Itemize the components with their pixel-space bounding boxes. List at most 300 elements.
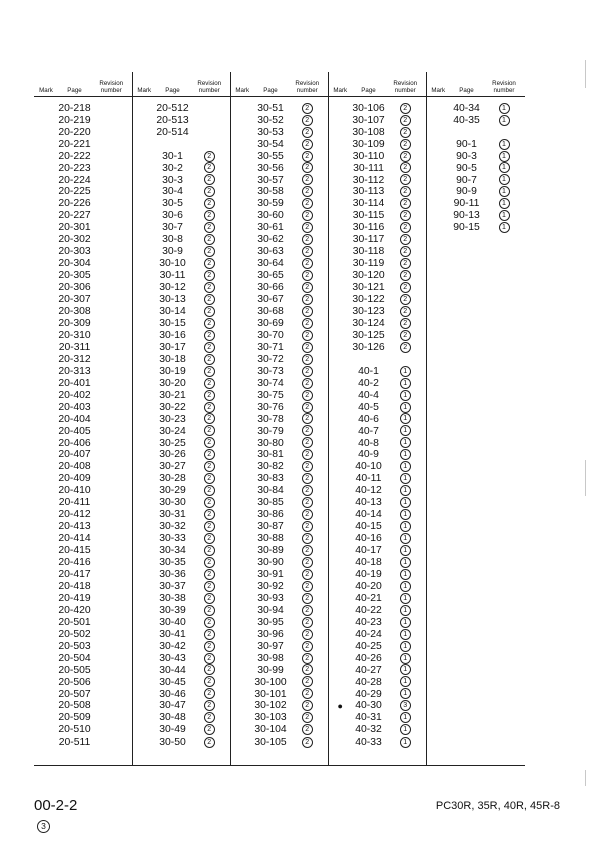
page-cell — [450, 401, 483, 413]
mark-cell — [426, 569, 450, 581]
revision-cell — [385, 389, 426, 401]
revision-number-badge: 2 — [302, 139, 313, 150]
revision-number-badge: 2 — [302, 402, 313, 413]
revision-cell — [483, 341, 525, 353]
revision-number-badge: 1 — [499, 210, 510, 221]
revision-number-badge: 2 — [204, 724, 215, 735]
mark-cell — [132, 652, 156, 664]
page-cell — [450, 664, 483, 676]
page-cell: 30-74 — [257, 377, 284, 389]
mark-cell — [34, 353, 58, 365]
page-cell — [450, 557, 483, 569]
mark-cell — [328, 616, 352, 628]
page-cell: 30-44 — [159, 664, 186, 676]
mark-cell — [426, 580, 450, 592]
revision-cell — [287, 329, 328, 341]
page-cell: 90-1 — [456, 138, 477, 150]
page-cell: 20-514 — [156, 126, 189, 138]
mark-cell — [132, 246, 156, 258]
revision-cell — [189, 437, 230, 449]
page-cell: 40-9 — [358, 449, 379, 461]
revision-cell — [287, 533, 328, 545]
revision-number-badge: 1 — [499, 139, 510, 150]
revision-number-badge: 1 — [400, 497, 411, 508]
revision-number-badge: 1 — [499, 103, 510, 114]
mark-cell — [426, 616, 450, 628]
page-cell: 30-42 — [159, 640, 186, 652]
revision-cell — [483, 545, 525, 557]
revision-number-badge: 1 — [499, 115, 510, 126]
revision-cell — [91, 569, 132, 581]
mark-cell — [132, 700, 156, 712]
revision-number-badge: 1 — [499, 186, 510, 197]
revision-cell — [189, 580, 230, 592]
page-cell: 20-413 — [58, 521, 91, 533]
page-cell: 40-32 — [355, 724, 382, 736]
page-cell: 20-222 — [58, 150, 91, 162]
mark-cell — [426, 282, 450, 294]
revision-cell — [483, 616, 525, 628]
page-cell — [450, 473, 483, 485]
page-cell: 30-33 — [159, 533, 186, 545]
revision-number-badge: 2 — [204, 664, 215, 675]
mark-cell — [230, 473, 254, 485]
revision-cell — [189, 365, 230, 377]
revision-number-badge: 1 — [400, 629, 411, 640]
revision-cell — [189, 736, 230, 766]
revision-cell — [385, 664, 426, 676]
mark-cell — [230, 640, 254, 652]
page-cell: 30-37 — [159, 580, 186, 592]
revision-number-badge: 2 — [204, 258, 215, 269]
table-row — [34, 353, 525, 365]
revision-cell — [287, 425, 328, 437]
mark-cell — [132, 557, 156, 569]
page-cell: 30-73 — [257, 365, 284, 377]
mark-cell — [230, 413, 254, 425]
revision-number-badge: 2 — [204, 378, 215, 389]
table-row — [34, 616, 525, 628]
mark-cell — [230, 569, 254, 581]
mark-cell — [34, 377, 58, 389]
revision-cell — [91, 521, 132, 533]
page-cell: 30-1 — [162, 150, 183, 162]
page-cell: 30-45 — [159, 676, 186, 688]
edge-mark — [585, 770, 586, 786]
page-cell: 40-8 — [358, 437, 379, 449]
revision-cell — [91, 222, 132, 234]
mark-cell — [328, 640, 352, 652]
revision-cell — [91, 628, 132, 640]
page-cell: 30-108 — [352, 126, 385, 138]
page-cell: 20-313 — [58, 365, 91, 377]
page-cell: 30-61 — [257, 222, 284, 234]
page-cell: 30-88 — [257, 533, 284, 545]
revision-number-badge: 2 — [302, 342, 313, 353]
revision-number-badge: 2 — [204, 413, 215, 424]
mark-cell — [328, 652, 352, 664]
page-cell: 20-410 — [58, 485, 91, 497]
revision-cell — [483, 688, 525, 700]
mark-cell — [426, 341, 450, 353]
revision-cell — [287, 652, 328, 664]
page-cell: 30-38 — [159, 592, 186, 604]
revision-cell — [385, 616, 426, 628]
revision-cell — [189, 114, 230, 126]
revision-cell — [91, 258, 132, 270]
mark-cell — [34, 700, 58, 712]
revision-number-badge: 2 — [204, 569, 215, 580]
revision-cell — [483, 258, 525, 270]
revision-cell — [385, 341, 426, 353]
mark-cell — [132, 521, 156, 533]
revision-cell — [385, 306, 426, 318]
revision-number-badge: 2 — [204, 533, 215, 544]
mark-cell — [426, 461, 450, 473]
mark-cell — [426, 676, 450, 688]
page-cell: 40-13 — [355, 497, 382, 509]
revision-number-badge: 1 — [400, 557, 411, 568]
mark-cell — [230, 318, 254, 330]
revision-number-badge: 2 — [302, 461, 313, 472]
table-row — [34, 377, 525, 389]
page-cell: 40-15 — [355, 521, 382, 533]
revision-cell — [287, 306, 328, 318]
page-cell: 30-5 — [162, 198, 183, 210]
revision-cell — [483, 425, 525, 437]
revision-cell — [483, 210, 525, 222]
page-cell: 20-510 — [58, 724, 91, 736]
mark-cell — [328, 449, 352, 461]
page-cell: 30-50 — [156, 736, 189, 766]
mark-cell — [328, 712, 352, 724]
page-cell: 30-94 — [257, 604, 284, 616]
mark-cell — [426, 401, 450, 413]
mark-cell — [34, 712, 58, 724]
revision-cell — [287, 688, 328, 700]
mark-cell — [328, 545, 352, 557]
mark-cell — [328, 329, 352, 341]
revision-number-badge: 1 — [400, 425, 411, 436]
mark-cell — [328, 401, 352, 413]
revision-cell — [483, 270, 525, 282]
table-row — [34, 210, 525, 222]
revision-number-badge: 2 — [204, 449, 215, 460]
revision-cell — [189, 377, 230, 389]
revision-number-badge: 2 — [204, 402, 215, 413]
page-cell: 30-107 — [352, 114, 385, 126]
revision-cell — [287, 318, 328, 330]
revision-cell — [189, 640, 230, 652]
mark-cell — [132, 365, 156, 377]
mark-cell — [230, 294, 254, 306]
mark-cell — [132, 389, 156, 401]
mark-cell — [230, 162, 254, 174]
page-cell: 20-310 — [58, 329, 91, 341]
page-cell: 30-105 — [254, 736, 287, 766]
page-cell: 40-10 — [355, 461, 382, 473]
mark-cell — [426, 592, 450, 604]
page-cell: 30-39 — [159, 604, 186, 616]
revision-number-badge: 2 — [400, 342, 411, 353]
page-cell — [450, 604, 483, 616]
mark-cell — [132, 509, 156, 521]
revision-cell — [483, 712, 525, 724]
mark-cell — [132, 114, 156, 126]
revision-cell — [483, 664, 525, 676]
page-cell — [450, 652, 483, 664]
mark-cell — [230, 389, 254, 401]
revision-number-badge: 2 — [302, 449, 313, 460]
revision-cell — [287, 126, 328, 138]
revision-cell — [189, 306, 230, 318]
page-cell: 30-26 — [159, 449, 186, 461]
revision-cell — [287, 97, 328, 115]
page-cell: 40-6 — [358, 413, 379, 425]
mark-cell — [132, 353, 156, 365]
revision-number-badge: 2 — [302, 378, 313, 389]
revision-cell — [91, 365, 132, 377]
revision-number-badge: 1 — [400, 521, 411, 532]
revision-number-badge: 2 — [302, 103, 313, 114]
revision-number-badge: 2 — [302, 545, 313, 556]
revision-cell — [385, 150, 426, 162]
mark-cell — [328, 437, 352, 449]
revision-cell — [385, 413, 426, 425]
page-cell — [450, 425, 483, 437]
page-cell — [450, 306, 483, 318]
revision-number-badge: 1 — [400, 533, 411, 544]
revision-cell — [483, 533, 525, 545]
mark-cell — [34, 270, 58, 282]
revision-cell — [91, 97, 132, 115]
revision-number-badge: 2 — [302, 509, 313, 520]
mark-cell — [426, 521, 450, 533]
revision-circle: 3 — [37, 820, 50, 833]
revision-cell — [91, 724, 132, 736]
document-revision-badge — [37, 818, 50, 836]
revision-cell — [91, 580, 132, 592]
table-row — [34, 97, 525, 115]
revision-number-badge: 2 — [302, 688, 313, 699]
mark-cell — [34, 234, 58, 246]
mark-cell — [426, 365, 450, 377]
revision-cell — [483, 580, 525, 592]
revision-number-badge: 1 — [400, 737, 411, 748]
revision-number-badge: 2 — [400, 306, 411, 317]
revision-cell — [385, 521, 426, 533]
page-cell: 20-405 — [58, 425, 91, 437]
revision-cell — [483, 449, 525, 461]
revision-cell — [385, 724, 426, 736]
page-cell: 40-27 — [355, 664, 382, 676]
mark-cell — [426, 150, 450, 162]
page-cell: 40-4 — [358, 389, 379, 401]
mark-cell — [34, 114, 58, 126]
mark-cell — [230, 688, 254, 700]
page-cell: 30-34 — [159, 545, 186, 557]
revision-cell — [483, 329, 525, 341]
revision-cell — [483, 353, 525, 365]
revision-number-badge: 2 — [302, 641, 313, 652]
revision-cell — [483, 150, 525, 162]
page-cell: 40-16 — [355, 533, 382, 545]
table-row — [34, 604, 525, 616]
mark-cell — [34, 294, 58, 306]
mark-cell — [132, 676, 156, 688]
page-cell: 20-507 — [58, 688, 91, 700]
revision-cell — [385, 270, 426, 282]
revision-number-badge: 2 — [204, 641, 215, 652]
page-cell: 90-3 — [456, 150, 477, 162]
revision-cell — [287, 282, 328, 294]
page-cell — [450, 270, 483, 282]
mark-cell — [328, 138, 352, 150]
page-cell: 30-121 — [352, 282, 385, 294]
revision-cell — [189, 724, 230, 736]
mark-cell — [230, 664, 254, 676]
revision-number-badge: 2 — [400, 222, 411, 233]
revision-cell — [483, 126, 525, 138]
page-cell: 20-303 — [58, 246, 91, 258]
table-row — [34, 341, 525, 353]
revision-number-badge: 2 — [400, 258, 411, 269]
table-row — [34, 580, 525, 592]
mark-cell — [328, 664, 352, 676]
revision-cell — [287, 736, 328, 766]
revision-cell — [483, 186, 525, 198]
page-cell — [450, 449, 483, 461]
revision-cell — [385, 353, 426, 365]
mark-cell — [328, 306, 352, 318]
revision-cell — [385, 557, 426, 569]
mark-cell — [328, 377, 352, 389]
mark-cell — [328, 198, 352, 210]
mark-header: Mark — [34, 72, 58, 97]
revision-cell — [91, 389, 132, 401]
revision-cell — [189, 294, 230, 306]
page-cell: 30-92 — [257, 580, 284, 592]
page-cell: 30-68 — [257, 306, 284, 318]
revision-number-badge: 2 — [400, 246, 411, 257]
page-cell: 30-126 — [352, 341, 385, 353]
mark-cell — [328, 521, 352, 533]
revision-cell — [287, 150, 328, 162]
revision-number-badge: 1 — [499, 151, 510, 162]
mark-cell — [426, 198, 450, 210]
revision-cell — [189, 413, 230, 425]
table-row — [34, 198, 525, 210]
mark-cell — [34, 150, 58, 162]
revision-cell — [287, 473, 328, 485]
revision-number-badge: 2 — [400, 139, 411, 150]
page-cell: 20-221 — [58, 138, 91, 150]
revision-cell — [287, 401, 328, 413]
revision-number-badge: 2 — [204, 306, 215, 317]
revision-cell — [483, 676, 525, 688]
page-cell: 30-13 — [159, 294, 186, 306]
page-cell: 40-7 — [358, 425, 379, 437]
page-cell: 20-412 — [58, 509, 91, 521]
mark-cell — [328, 413, 352, 425]
table-row — [34, 282, 525, 294]
page-cell: 20-513 — [156, 114, 189, 126]
revision-cell — [483, 294, 525, 306]
revision-cell — [483, 557, 525, 569]
revision-number-badge: 1 — [499, 222, 510, 233]
page-cell: 30-53 — [257, 126, 284, 138]
revision-cell — [91, 210, 132, 222]
mark-cell — [132, 533, 156, 545]
revision-cell — [483, 569, 525, 581]
mark-cell — [34, 736, 58, 766]
edge-mark — [585, 460, 586, 496]
page-cell: 40-12 — [355, 485, 382, 497]
revision-cell — [385, 425, 426, 437]
revision-number-badge: 2 — [302, 366, 313, 377]
page-cell — [450, 437, 483, 449]
mark-cell — [132, 126, 156, 138]
revision-number-badge: 2 — [400, 127, 411, 138]
revision-cell — [385, 604, 426, 616]
revision-cell — [287, 294, 328, 306]
page-cell: 30-25 — [159, 437, 186, 449]
page-cell — [450, 126, 483, 138]
page-cell: 20-312 — [58, 353, 91, 365]
mark-cell — [34, 569, 58, 581]
mark-cell — [426, 138, 450, 150]
revision-number-badge: 2 — [204, 210, 215, 221]
mark-cell — [328, 234, 352, 246]
page-cell: 30-111 — [353, 162, 384, 174]
page-cell — [450, 294, 483, 306]
mark-cell — [426, 389, 450, 401]
table-row — [34, 174, 525, 186]
page-cell: 20-305 — [58, 270, 91, 282]
mark-cell — [132, 616, 156, 628]
page-cell: 30-69 — [257, 317, 284, 329]
page-cell: 20-512 — [156, 102, 189, 114]
revision-number-badge: 2 — [204, 593, 215, 604]
revision-number-badge: 2 — [302, 473, 313, 484]
table-row — [34, 306, 525, 318]
page-cell — [450, 377, 483, 389]
revision-cell — [385, 401, 426, 413]
revision-cell — [189, 521, 230, 533]
revision-cell — [189, 569, 230, 581]
revision-cell — [287, 413, 328, 425]
page-header: Page — [352, 72, 385, 97]
revision-cell — [189, 210, 230, 222]
revision-cell — [189, 389, 230, 401]
page-cell: 20-309 — [58, 317, 91, 329]
mark-cell — [34, 97, 58, 115]
mark-cell — [34, 198, 58, 210]
page-cell: 20-219 — [58, 114, 91, 126]
revision-number-badge: 1 — [400, 605, 411, 616]
revision-number-badge: 1 — [400, 653, 411, 664]
mark-cell — [34, 604, 58, 616]
mark-cell — [426, 557, 450, 569]
page-cell: 30-83 — [257, 473, 284, 485]
mark-cell — [328, 126, 352, 138]
page-cell: 30-103 — [254, 712, 287, 724]
page-cell — [450, 533, 483, 545]
revision-cell — [287, 365, 328, 377]
mark-cell — [34, 652, 58, 664]
revision-number-badge: 2 — [204, 330, 215, 341]
revision-cell — [287, 174, 328, 186]
